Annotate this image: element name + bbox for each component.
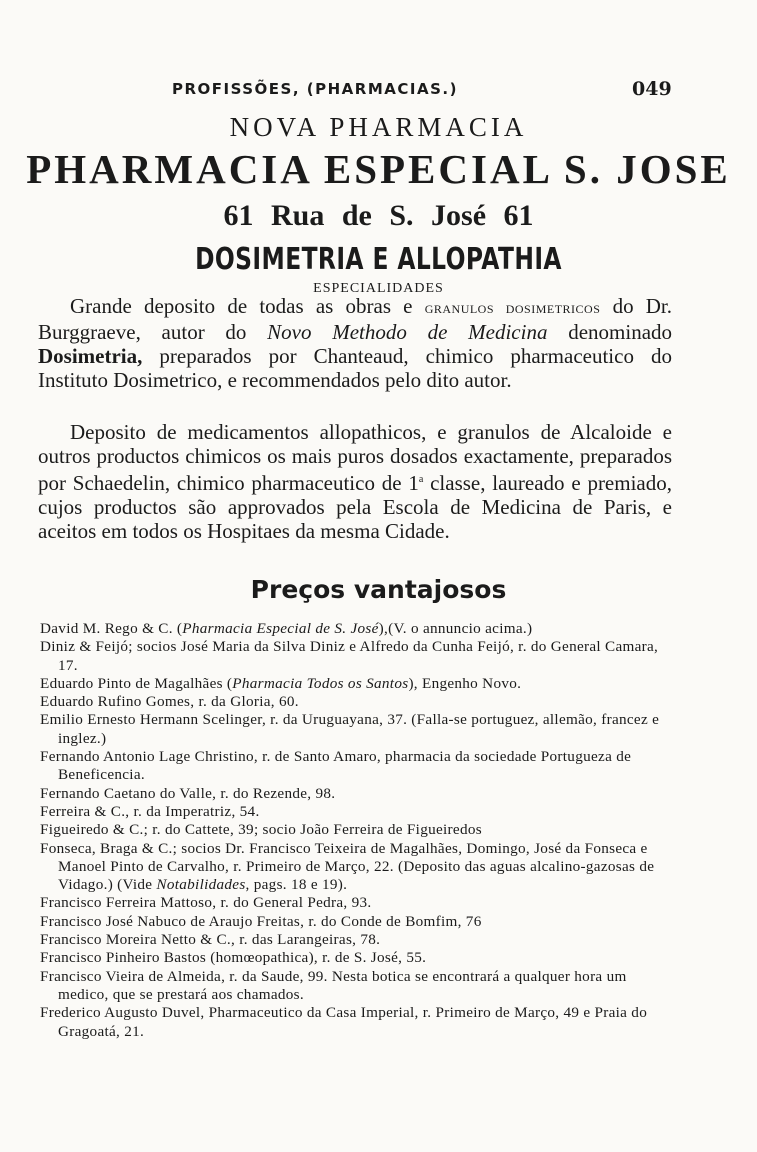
ad-title: PHARMACIA ESPECIAL S. JOSE xyxy=(26,146,731,192)
ad-specialties: ESPECIALIDADES xyxy=(313,281,444,296)
list-item: Figueiredo & C.; r. do Cattete, 39; socio João Ferreira de Figueiredos xyxy=(40,821,482,839)
ad-address: 61 Rua de S. José 61 xyxy=(223,199,534,232)
list-item: Fernando Antonio Lage Christino, r. de Santo Amaro, pharmacia da sociedade Portugueza de Beneficencia. xyxy=(40,748,632,784)
advertisement xyxy=(0,104,757,298)
pharmacy-list xyxy=(40,620,680,1041)
list-item: Ferreira & C., r. da Imperatriz, 54. xyxy=(40,802,260,820)
ad-subtitle: NOVA PHARMACIA xyxy=(229,112,528,142)
list-item: Fonseca, Braga & C.; socios Dr. Francisco Teixeira de Magalhães, Domingo, José da Fonseca e Manoel Pinto de Carvalho, r. Primeiro de Março, 22. (Deposito das aguas alcalino-gazosas de Vidago.) (Vide Notabilidades, pags. 18 e 19). xyxy=(40,839,655,894)
list-item: Diniz & Feijó; socios José Maria da Silva Diniz e Alfredo da Cunha Feijó, r. do General Camara, 17. xyxy=(40,638,659,674)
ad-heading: DOSIMETRIA E ALLOPATHIA xyxy=(195,242,562,277)
list-item: Francisco Pinheiro Bastos (homœopathica), r. de S. José, 55. xyxy=(40,949,427,967)
list-item: Eduardo Pinto de Magalhães (Pharmacia Todos os Santos), Engenho Novo. xyxy=(40,674,522,692)
page-number: 049 xyxy=(632,78,672,100)
ad-paragraph-1: Grande deposito de todas as obras e granulos dosimetricos do Dr. Burggraeve, autor do Novo Methodo de Medicina denominado Dosimetria, preparados por Chanteaud, chimico pharmaceutico do Instituto Dosimetrico, e recommendados pelo dito autor. xyxy=(38,294,673,392)
list-item: Francisco Moreira Netto & C., r. das Larangeiras, 78. xyxy=(40,931,381,949)
list-item: David M. Rego & C. (Pharmacia Especial de S. José),(V. o annuncio acima.) xyxy=(40,620,533,637)
list-item: Frederico Augusto Duvel, Pharmaceutico da Casa Imperial, r. Primeiro de Março, 49 e Praia do Gragoatá, 21. xyxy=(40,1004,648,1040)
list-item: Fernando Caetano do Valle, r. do Rezende, 98. xyxy=(40,784,336,802)
ad-paragraph-2: Deposito de medicamentos allopathicos, e granulos de Alcaloide e outros productos chimicos os mais puros dosados exactamente, preparados por Schaedelin, chimico pharmaceutico de 1$^a$ classe, laureado e premiado, cujos productos são approvados pela Escola de Medicina de Paris, e aceitos em todos os Hospitaes da mesma Cidade. xyxy=(38,420,672,543)
list-item: Francisco José Nabuco de Araujo Freitas, r. do Conde de Bomfim, 76 xyxy=(40,912,482,930)
list-item: Francisco Ferreira Mattoso, r. do General Pedra, 93. xyxy=(40,894,372,912)
running-header xyxy=(0,78,757,104)
list-item: Emilio Ernesto Hermann Scelinger, r. da Uruguayana, 37. (Falla-se portuguez, allemão, francez e inglez.) xyxy=(40,711,660,747)
list-item: Francisco Vieira de Almeida, r. da Saude, 99. Nesta botica se encontrará a qualquer hora um medico, que se prestará aos chamados. xyxy=(40,967,627,1003)
list-item: Eduardo Rufino Gomes, r. da Gloria, 60. xyxy=(40,693,299,711)
prices-heading: Preços vantajosos xyxy=(250,575,507,604)
section-title: PROFISSÕES, (PHARMACIAS.) xyxy=(172,80,458,98)
